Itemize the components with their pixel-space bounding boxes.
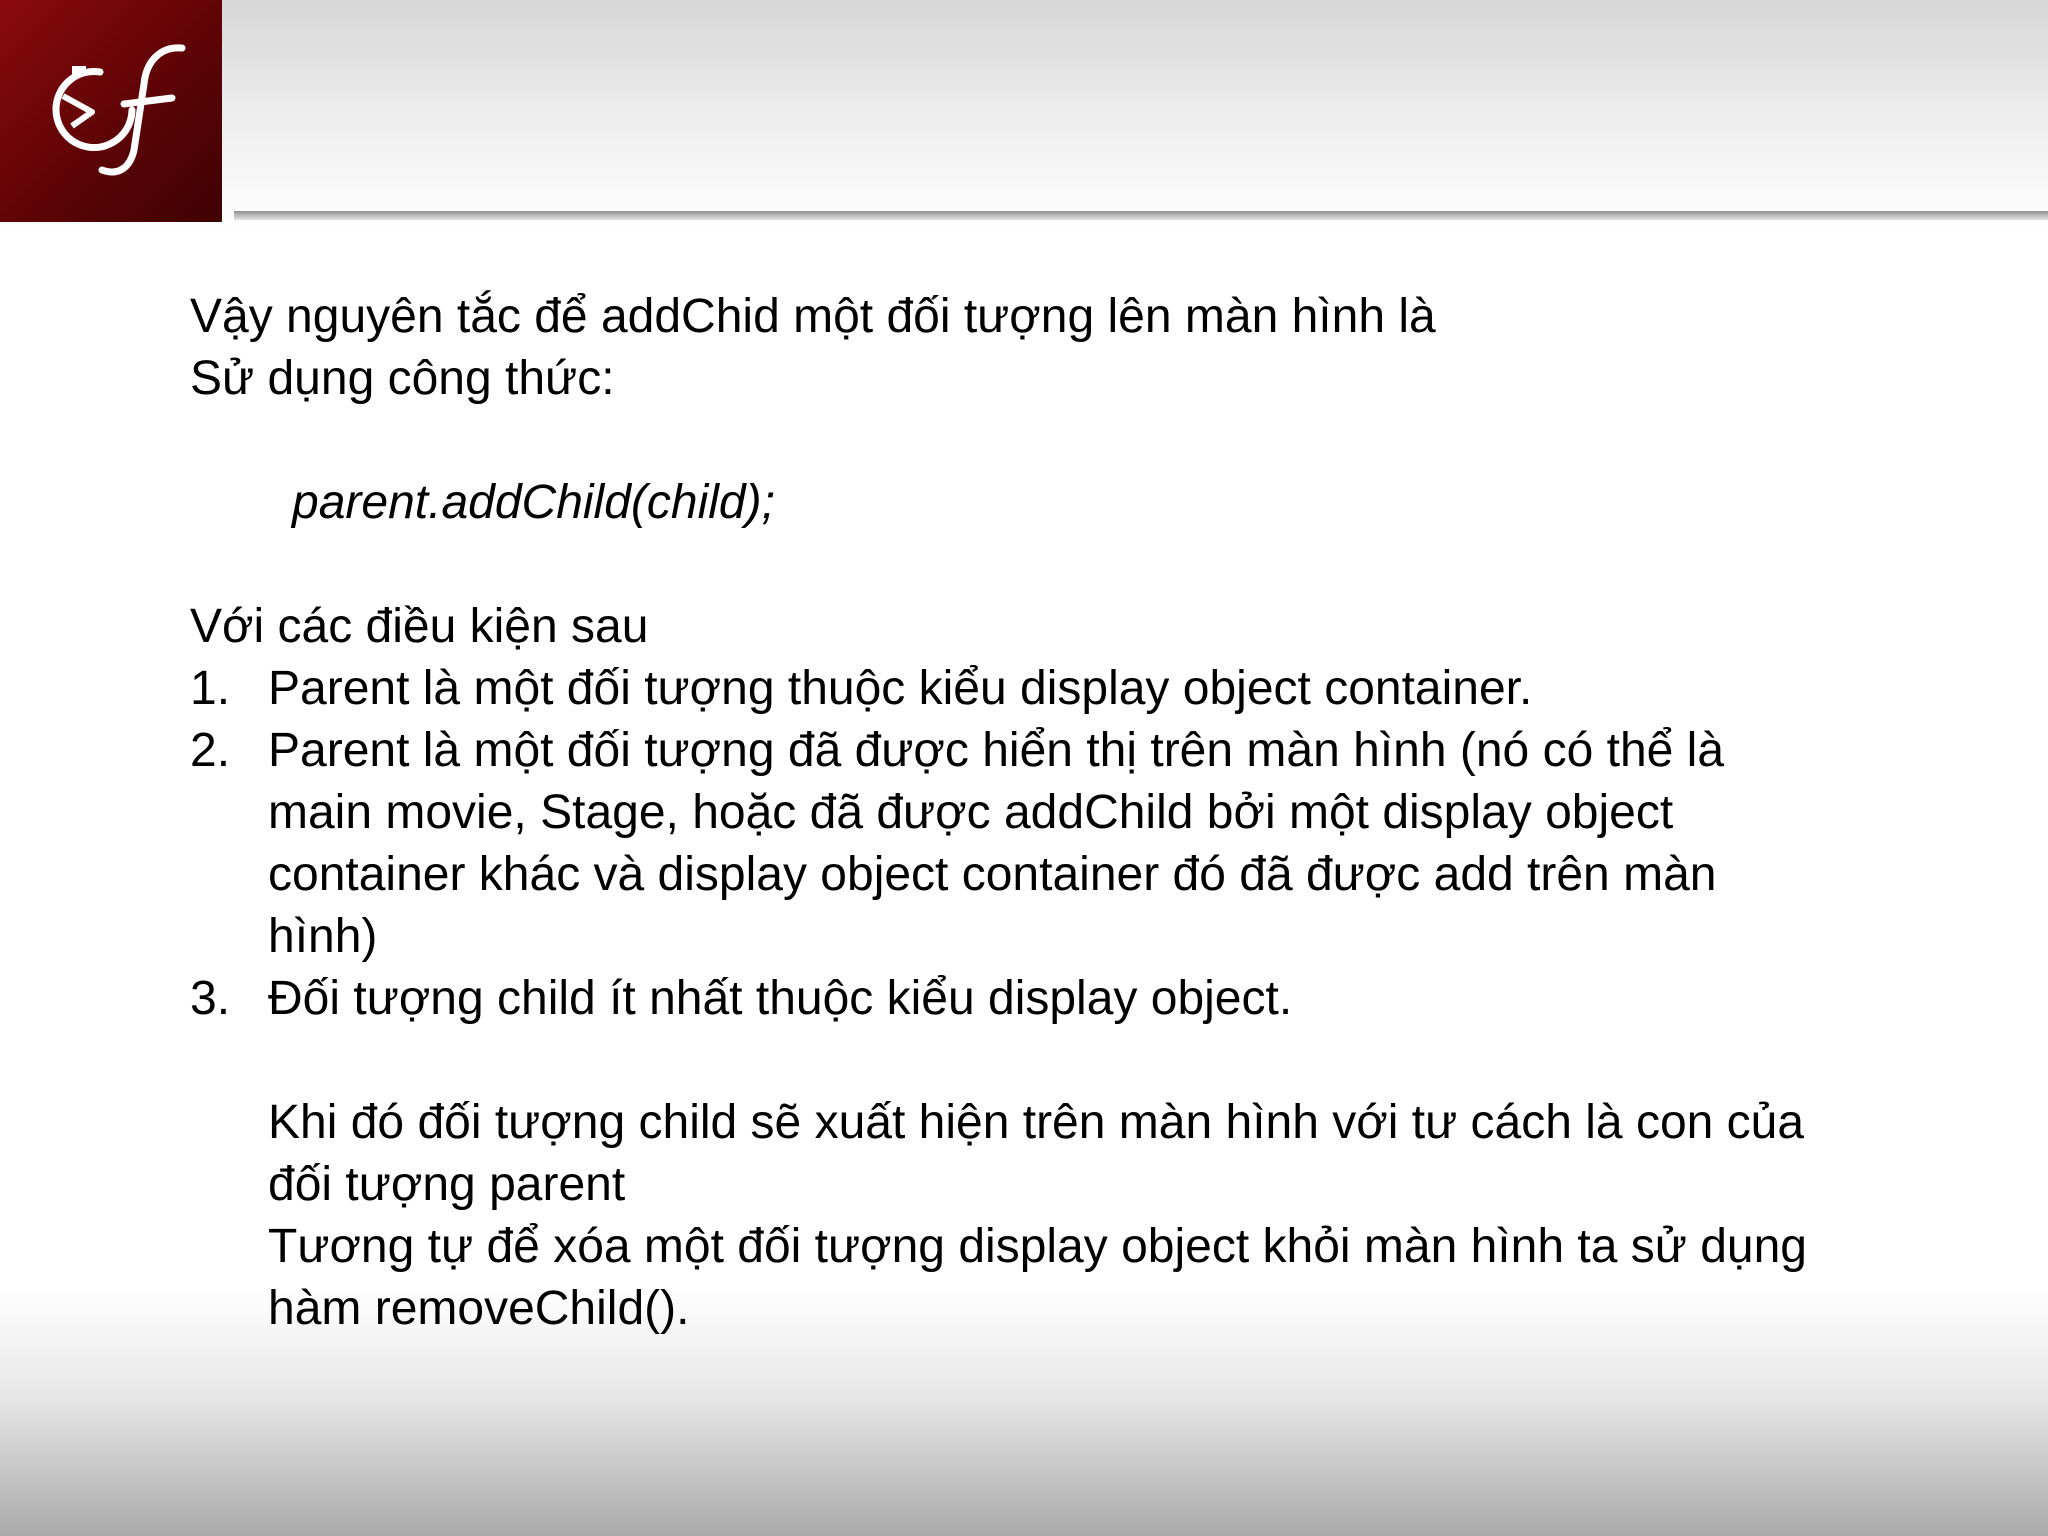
list-number: 3. [190,972,231,1025]
stopwatch-f-logo-icon [0,0,222,222]
list-item [190,720,1890,968]
result-paragraph: Khi đó đối tượng child sẽ xuất hiện trên màn hình với tư cách là con của đối tượng parent [268,1096,1805,1211]
list-text: Parent là một đối tượng đã được hiển thị trên màn hình (nó có thể là main movie, Stage, hoặc đã được addChild bởi một display object container khác và display object container đó đã được add trên màn hình) [268,724,1725,963]
conditions-heading: Với các điều kiện sau [190,600,649,653]
intro-line-1: Vậy nguyên tắc để addChid một đối tượng lên màn hình là [190,290,1436,343]
list-number: 1. [190,662,231,715]
list-text: Parent là một đối tượng thuộc kiểu display object container. [268,662,1533,715]
remove-paragraph: Tương tự để xóa một đối tượng display object khỏi màn hình ta sử dụng hàm removeChild(). [268,1220,1807,1335]
intro-line-2: Sử dụng công thức: [190,352,615,405]
list-number: 2. [190,724,231,777]
list-text: Đối tượng child ít nhất thuộc kiểu display object. [268,972,1293,1025]
list-item [190,968,1890,1030]
slide-body [190,286,1890,1340]
code-formula: parent.addChild(child); [292,476,775,529]
list-item [190,658,1890,720]
header-rule [234,211,2048,220]
logo [0,0,222,222]
